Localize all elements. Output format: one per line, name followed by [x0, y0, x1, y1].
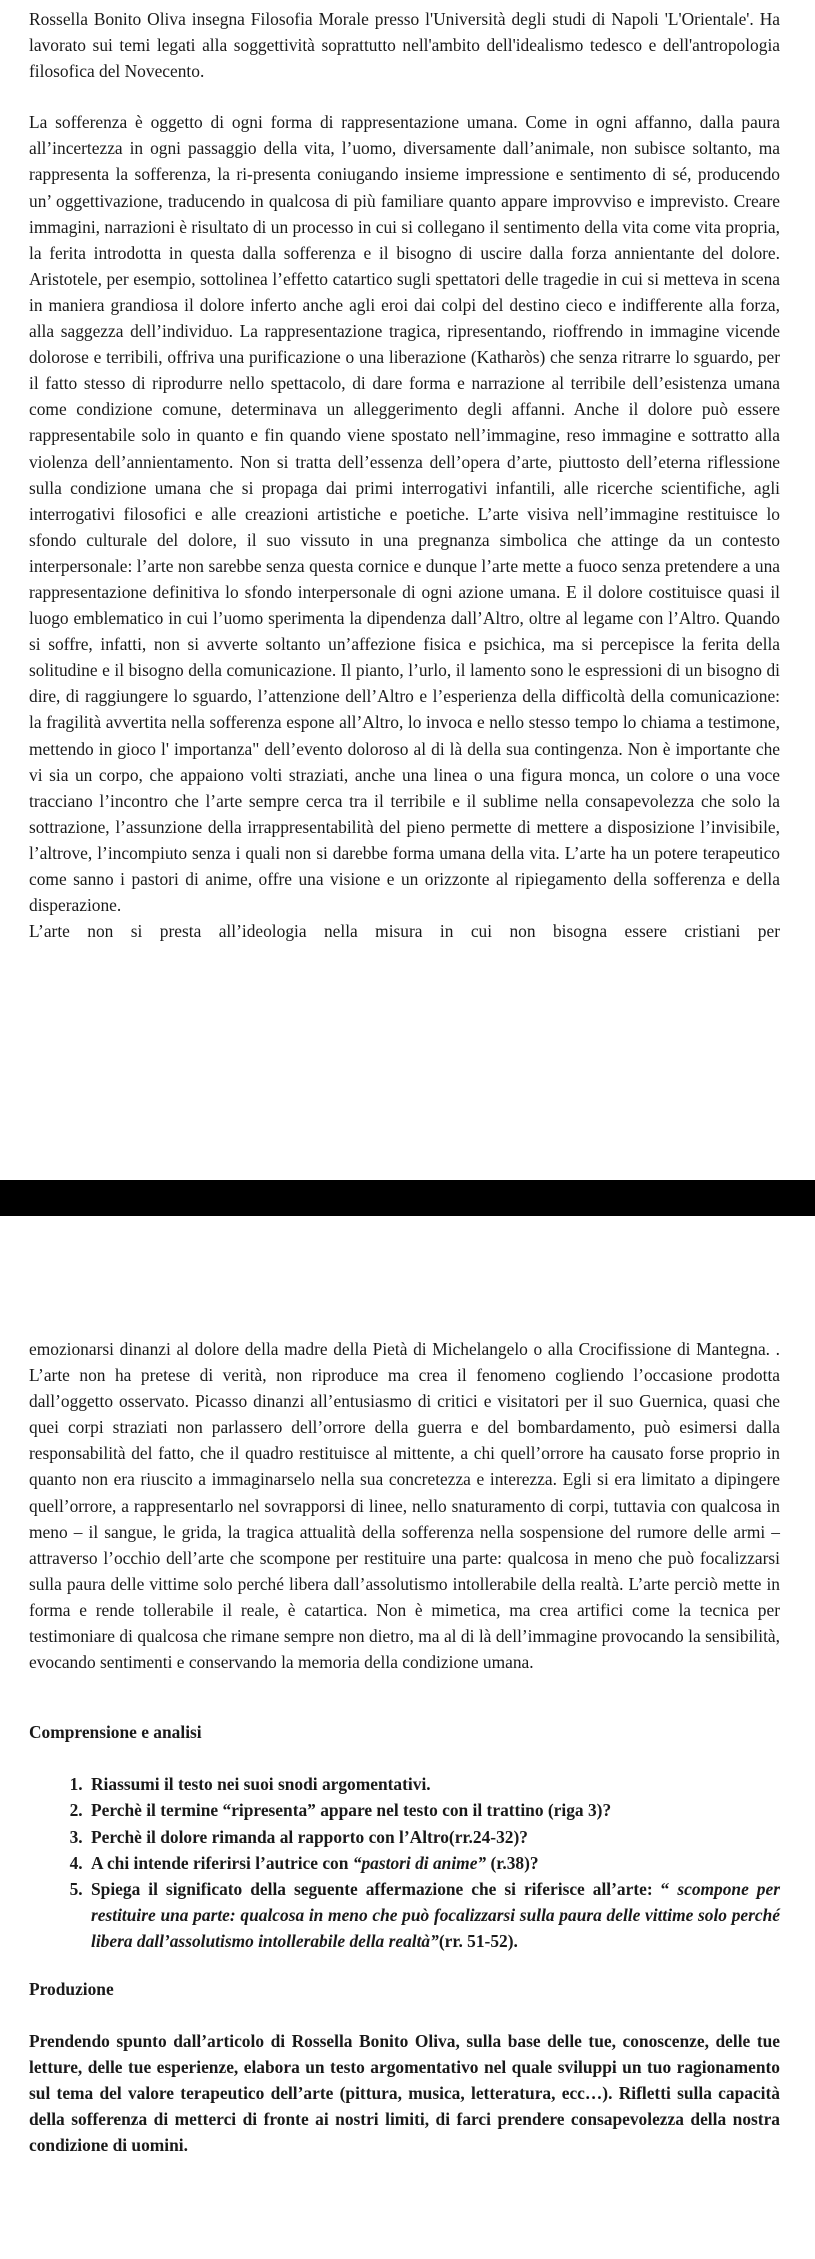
article-body-part-1: La sofferenza è oggetto di ogni forma di rappresentazione umana. Come in ogni affanno, dalla paura all’incertezza in ogni passaggio della vita, l’uomo, diversamente dall’animale, non subisce soltanto, ma rappresenta la sofferenza, la ri‑presenta coniugando insieme impressione e sentimento di sé, producendo un’ oggettivazione, traducendo in qualcosa di più familiare quanto appare improvviso e imprevisto. Creare immagini, narrazioni è risultato di un processo in cui si collegano il sentimento della vita come vita propria, la ferita introdotta in questa dalla sofferenza e il bisogno di uscire dalla forza annientante del dolore. Aristotele, per esempio, sottolinea l’effetto catartico sugli spettatori delle tragedie in cui si metteva in scena in maniera grandiosa il dolore inferto anche agli eroi dai colpi del destino cieco e indifferente alla forza, alla saggezza dell’individuo. La rappresentazione tragica, ripresentando, rioffrendo in immagine vicende dolorose e terribili, offriva una purificazione o una liberazione (Katharòs) che senza ritrarre lo sguardo, per il fatto stesso di riprodurre nello spettacolo, di dare forma e narrazione al terribile dell’esistenza umana come condizione comune, determinava un alleggerimento degli affanni. Anche il dolore può essere rappresentabile solo in quanto e fin quando viene spostato nell’immagine, reso immagine e sottratto alla violenza dell’annientamento. Non si tratta dell’essenza dell’opera d’arte, piuttosto dell’eterna riflessione sulla condizione umana che si propaga dai primi interrogativi infantili, alle ricerche scientifiche, agli interrogativi filosofici e alle creazioni artistiche e poetiche. L’arte visiva nell’immagine restituisce lo sfondo culturale del dolore, il suo vissuto in una pregnanza simbolica che attinge da un contesto interpersonale: l’arte non sarebbe senza questa cornice e dunque l’arte mette a fuoco senza pretendere a una rappresentazione definitiva lo sfondo interpersonale di ogni azione umana. E il dolore costituisce quasi il luogo emblematico in cui l’uomo sperimenta la dipendenza dall’Altro, oltre al legame con l’Altro. Quando si soffre, infatti, non si avverte soltanto un’affezione fisica e psichica, ma si percepisce la ferita della solitudine e il bisogno della comunicazione. Il pianto, l’urlo, il lamento sono le espressioni di un bisogno di dire, di raggiungere lo sguardo, l’attenzione dell’Altro e l’esperienza della difficoltà della comunicazione: la fragilità avvertita nella sofferenza espone all’Altro, lo invoca e nello stesso tempo lo chiama a testimone, mettendo in gioco l' importanza" dell’evento doloroso al di là della sua contingenza. Non è importante che vi sia un corpo, che appaiono volti straziati, anche una linea o una figura monca, un colore o una voce tracciano l’incontro che l’arte sempre cerca tra il terribile e il sublime nella consapevolezza che solo la sottrazione, l’assunzione della irrappresentabilità del pieno permette di mettere a disposizione l’invisibile, l’altrove, l’incompiuto senza i quali non si darebbe forma umana della vita. L’arte ha un potere terapeutico come sanno i pastori di anime, offre una visione e un orizzonte al ripiegamento della sofferenza e della disperazione.	[29, 112, 780, 916]
question-2: 2. Perchè il termine “ripresenta” appare nel testo con il trattino (riga 3)?	[87, 1797, 780, 1823]
production-prompt: Prendendo spunto dall’articolo di Rossella Bonito Oliva, sulla base delle tue, conoscenze, delle tue letture, delle tue esperienze, elabora un testo argomentativo nel quale sviluppi un tuo ragionamento sul tema del valore terapeutico dell’arte (pittura, musica, letteratura, ecc…). Rifletti sulla capacità della sofferenza di metterci di fronte ai nostri limiti, di farci prendere consapevolezza della nostra condizione di uomini.	[29, 2031, 780, 2156]
page-break-bar	[0, 1180, 815, 1216]
question-5-suffix: (rr. 51-52).	[438, 1930, 518, 1951]
page-2-content	[29, 1336, 780, 2159]
question-3: 3. Perchè il dolore rimanda al rapporto con l’Altro(rr.24-32)?	[87, 1824, 780, 1850]
question-5-quote: scompone per restituire una parte: qualcosa in meno che può focalizzarsi sulla paura delle vittime solo perché libera dall’assolutismo intollerabile della realtà”	[91, 1878, 780, 1951]
article-body-last-line: L’arte non si presta all’ideologia nella misura in cui non bisogna essere cristiani per	[29, 921, 780, 942]
production-heading: Produzione	[29, 1978, 114, 1999]
question-1: 1. Riassumi il testo nei suoi snodi argomentativi.	[87, 1771, 780, 1797]
comprehension-heading: Comprensione e analisi	[29, 1722, 202, 1743]
page-2	[0, 1216, 815, 2259]
question-4	[87, 1850, 780, 1876]
article-body-part-2: emozionarsi dinanzi al dolore della madre della Pietà di Michelangelo o alla Crocifissione di Mantegna. . L’arte non ha pretese di verità, non riproduce ma crea il fenomeno cogliendo l’occasione prodotta dall’oggetto osservato. Picasso dinanzi all’entusiasmo di critici e visitatori per il suo Guernica, quasi che quei corpi straziati non parlassero dell’orrore della guerra e del bombardamento, può esimersi dalla responsabilità del fatto, che il quadro restituisce al mittente, a chi quell’orrore ha causato forse proprio in quanto non era riuscito a immaginarselo nella sua concretezza e interezza. Egli si era limitato a dipingere quell’orrore, a rappresentarlo nel sovrapporsi di linee, nello snaturamento di corpi, tuttavia con qualcosa in meno – il sangue, le grida, la tragica attualità della sofferenza nella sospensione del rumore delle armi – attraverso l’occhio dell’arte che scompone per restituire una parte: qualcosa in meno che può focalizzarsi sulla paura delle vittime solo perché libera dall’assolutismo intollerabile della realtà. L’arte perciò mette in forma e rende tollerabile il reale, è catartica. Non è mimetica, ma crea artifici come la tecnica per testimoniare di qualcosa che rimane sempre non dietro, ma al di là dell’immagine provocando la sensibilità, evocando sentimenti e conservando la memoria della condizione umana.	[29, 1339, 780, 1673]
author-intro: Rossella Bonito Oliva insegna Filosofia Morale presso l'Università degli studi di Napoli 'L'Orientale'. Ha lavorato sui temi legati alla soggettività soprattutto nell'ambito dell'idealismo tedesco e dell'antropologia filosofica del Novecento.	[29, 9, 780, 82]
question-4-prefix: A chi intende riferirsi l’autrice con	[91, 1852, 353, 1873]
page-1-content	[29, 6, 780, 944]
question-4-quote: “pastori di anime”	[352, 1852, 487, 1873]
questions-list	[29, 1771, 780, 1954]
question-5	[87, 1876, 780, 1954]
question-5-prefix: Spiega il significato della seguente affermazione che si riferisce all’arte: “	[91, 1878, 678, 1899]
question-4-suffix: (r.38)?	[486, 1852, 539, 1873]
